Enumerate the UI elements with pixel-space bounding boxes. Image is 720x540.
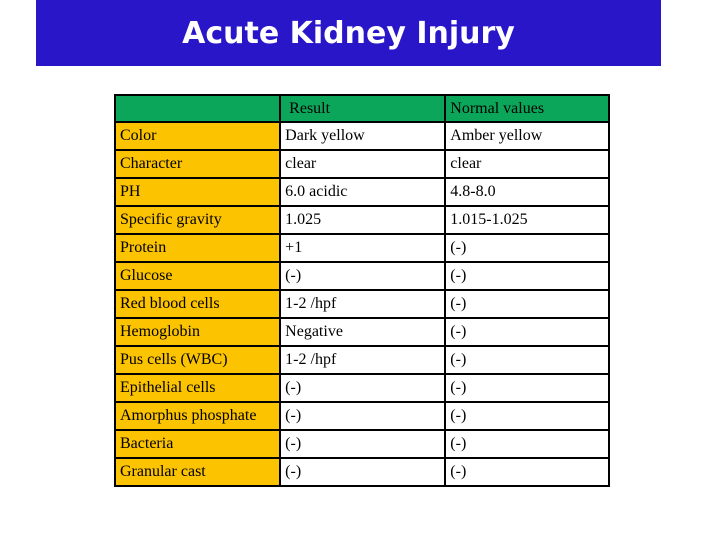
parameter-cell: Glucose	[115, 262, 280, 290]
urinalysis-table	[114, 94, 610, 487]
result-cell: clear	[280, 150, 445, 178]
table-row	[115, 234, 609, 262]
header-cell-normal-values: Normal values	[445, 95, 609, 122]
parameter-cell: Character	[115, 150, 280, 178]
table-row	[115, 122, 609, 150]
header-cell-result: Result	[280, 95, 445, 122]
table-row	[115, 402, 609, 430]
normal-value-cell: (-)	[445, 262, 609, 290]
normal-value-cell: (-)	[445, 290, 609, 318]
table-row	[115, 290, 609, 318]
parameter-cell: Amorphus phosphate	[115, 402, 280, 430]
result-cell: (-)	[280, 374, 445, 402]
normal-value-cell: clear	[445, 150, 609, 178]
page-title: Acute Kidney Injury	[182, 15, 515, 51]
parameter-cell: Color	[115, 122, 280, 150]
table-row	[115, 150, 609, 178]
normal-value-cell: (-)	[445, 402, 609, 430]
table-row	[115, 262, 609, 290]
parameter-cell: Bacteria	[115, 430, 280, 458]
normal-value-cell: (-)	[445, 458, 609, 486]
table-row	[115, 346, 609, 374]
parameter-cell: Pus cells (WBC)	[115, 346, 280, 374]
result-cell: +1	[280, 234, 445, 262]
table-row	[115, 374, 609, 402]
result-cell: (-)	[280, 430, 445, 458]
normal-value-cell: (-)	[445, 374, 609, 402]
normal-value-cell: (-)	[445, 318, 609, 346]
table-row	[115, 318, 609, 346]
parameter-cell: PH	[115, 178, 280, 206]
result-cell: 6.0 acidic	[280, 178, 445, 206]
table-row	[115, 430, 609, 458]
result-cell: (-)	[280, 402, 445, 430]
result-cell: 1-2 /hpf	[280, 290, 445, 318]
result-cell: Dark yellow	[280, 122, 445, 150]
parameter-cell: Red blood cells	[115, 290, 280, 318]
header-cell-parameter	[115, 95, 280, 122]
result-cell: (-)	[280, 458, 445, 486]
result-cell: (-)	[280, 262, 445, 290]
normal-value-cell: 1.015-1.025	[445, 206, 609, 234]
normal-value-cell: Amber yellow	[445, 122, 609, 150]
parameter-cell: Hemoglobin	[115, 318, 280, 346]
result-cell: 1.025	[280, 206, 445, 234]
parameter-cell: Specific gravity	[115, 206, 280, 234]
parameter-cell: Granular cast	[115, 458, 280, 486]
result-cell: Negative	[280, 318, 445, 346]
normal-value-cell: (-)	[445, 430, 609, 458]
table-row	[115, 206, 609, 234]
result-cell: 1-2 /hpf	[280, 346, 445, 374]
normal-value-cell: 4.8-8.0	[445, 178, 609, 206]
normal-value-cell: (-)	[445, 346, 609, 374]
normal-value-cell: (-)	[445, 234, 609, 262]
title-bar	[36, 0, 661, 66]
parameter-cell: Epithelial cells	[115, 374, 280, 402]
table-body	[115, 95, 609, 486]
parameter-cell: Protein	[115, 234, 280, 262]
table-header-row	[115, 95, 609, 122]
table-row	[115, 178, 609, 206]
table-row	[115, 458, 609, 486]
